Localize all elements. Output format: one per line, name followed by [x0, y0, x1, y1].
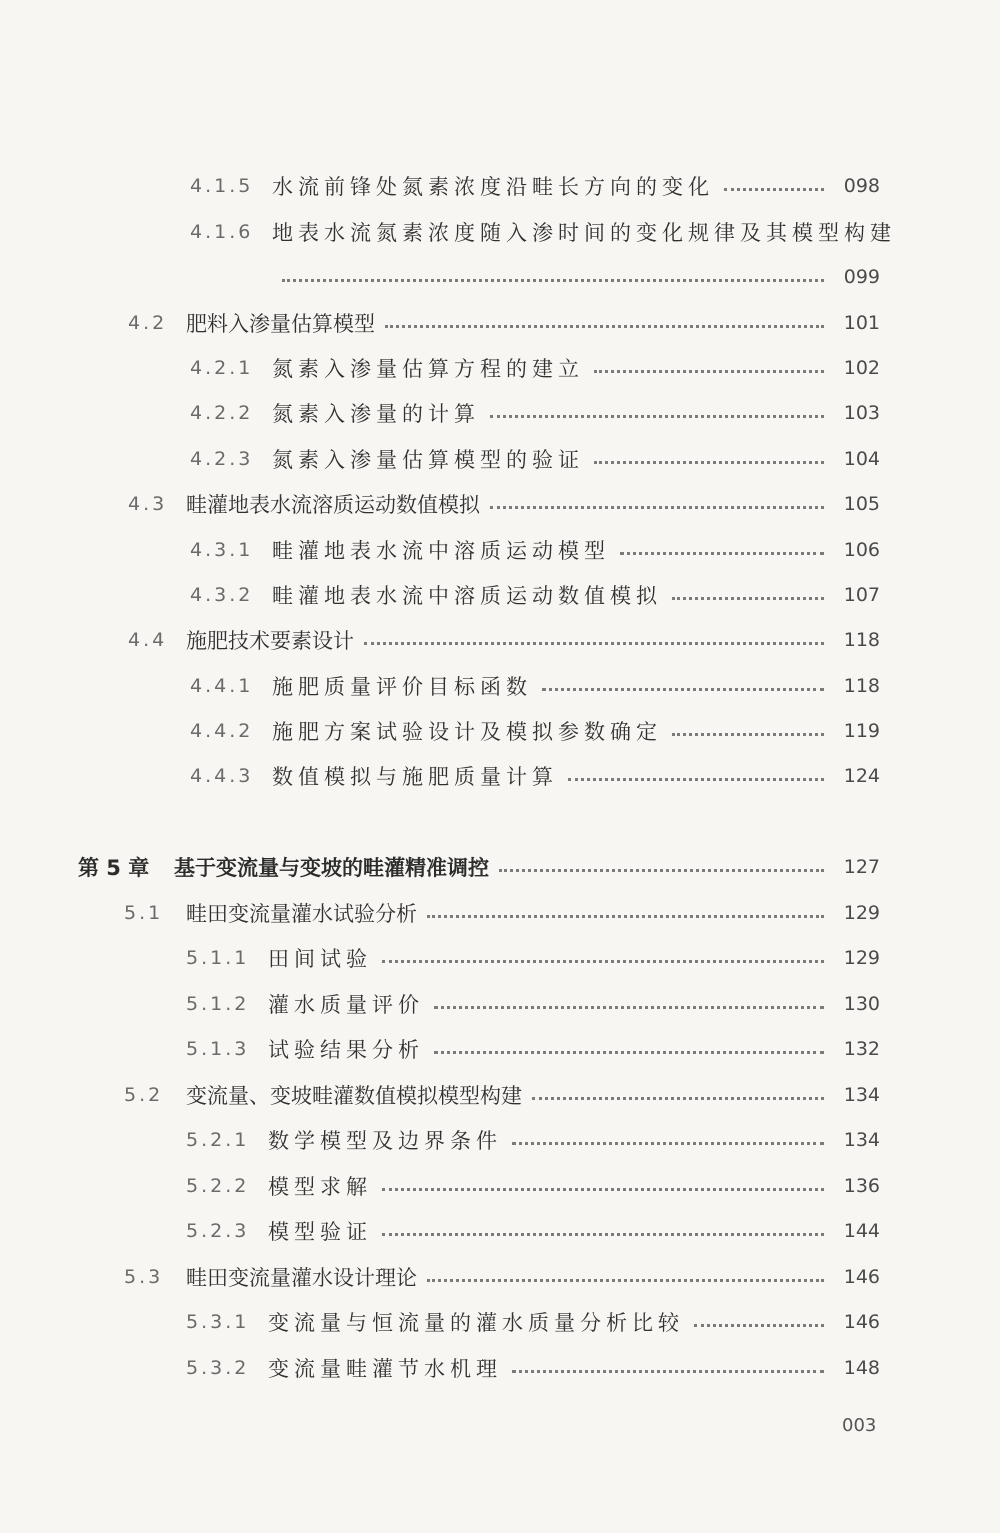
entry-number: 4.4.1	[190, 675, 254, 697]
entry-page: 102	[843, 357, 880, 379]
entry-title: 畦田变流量灌水试验分析	[186, 902, 417, 926]
entry-number: 4.2	[128, 312, 168, 334]
toc-entry[interactable]	[124, 1075, 880, 1115]
toc-entry[interactable]	[190, 393, 880, 433]
entry-page: 134	[843, 1084, 880, 1106]
entry-title: 灌水质量评价	[268, 993, 424, 1017]
entry-number: 4.3	[128, 493, 168, 515]
entry-page: 101	[843, 312, 880, 334]
toc-entry[interactable]	[124, 1257, 880, 1297]
dot-leader	[620, 552, 824, 555]
page-number: 003	[842, 1415, 877, 1436]
dot-leader	[694, 1324, 824, 1327]
entry-number: 5.2.1	[186, 1129, 250, 1151]
entry-page: 132	[843, 1038, 880, 1060]
toc-entry[interactable]	[190, 756, 880, 796]
toc-entry[interactable]	[190, 711, 880, 751]
toc-entry[interactable]	[190, 212, 896, 252]
toc-entry[interactable]	[186, 984, 880, 1024]
entry-number: 4.2.3	[190, 448, 254, 470]
entry-title: 地表水流氮素浓度随入渗时间的变化规律及其模型构建	[272, 221, 896, 245]
entry-number: 4.1.6	[190, 221, 254, 243]
entry-page: 130	[843, 993, 880, 1015]
entry-page: 129	[843, 902, 880, 924]
entry-page: 129	[843, 947, 880, 969]
entry-page: 148	[843, 1357, 880, 1379]
toc-entry[interactable]	[186, 1348, 880, 1388]
entry-page: 104	[843, 448, 880, 470]
dot-leader	[427, 1279, 824, 1282]
entry-title: 施肥方案试验设计及模拟参数确定	[272, 720, 662, 744]
entry-number: 4.4.2	[190, 720, 254, 742]
entry-title: 畦灌地表水流中溶质运动数值模拟	[272, 584, 662, 608]
toc-entry[interactable]	[128, 303, 880, 343]
entry-number: 5.2	[124, 1084, 164, 1106]
dot-leader	[382, 1233, 824, 1236]
entry-title: 变流量与恒流量的灌水质量分析比较	[268, 1311, 684, 1335]
entry-number: 4.4.3	[190, 765, 254, 787]
entry-title: 施肥技术要素设计	[186, 629, 354, 653]
dot-leader	[427, 915, 824, 918]
dot-leader	[724, 188, 824, 191]
dot-leader	[512, 1370, 824, 1373]
toc-entry[interactable]	[190, 666, 880, 706]
dot-leader	[364, 642, 824, 645]
dot-leader	[594, 370, 824, 373]
toc-entry-continuation	[272, 257, 880, 297]
entry-number: 5.2.3	[186, 1220, 250, 1242]
dot-leader	[434, 1051, 824, 1054]
entry-number: 4.1.5	[190, 175, 254, 197]
entry-number: 4.4	[128, 629, 168, 651]
entry-number: 5.1.3	[186, 1038, 250, 1060]
entry-number: 4.2.1	[190, 357, 254, 379]
toc-entry[interactable]	[186, 1120, 880, 1160]
dot-leader	[542, 688, 824, 691]
entry-number: 5.3.2	[186, 1357, 250, 1379]
dot-leader	[512, 1142, 824, 1145]
entry-title: 变流量、变坡畦灌数值模拟模型构建	[186, 1084, 522, 1108]
dot-leader	[385, 325, 824, 328]
toc-entry[interactable]	[186, 1029, 880, 1069]
entry-title: 施肥质量评价目标函数	[272, 675, 532, 699]
entry-page: 103	[843, 402, 880, 424]
toc-entry[interactable]	[186, 938, 880, 978]
chapter-number: 第 5 章	[78, 856, 150, 880]
toc-entry[interactable]	[124, 893, 880, 933]
entry-title: 水流前锋处氮素浓度沿畦长方向的变化	[272, 175, 714, 199]
entry-page: 134	[843, 1129, 880, 1151]
dot-leader	[490, 506, 824, 509]
toc-entry[interactable]	[186, 1166, 880, 1206]
dot-leader	[672, 733, 824, 736]
entry-number: 5.1.1	[186, 947, 250, 969]
entry-title: 数值模拟与施肥质量计算	[272, 765, 558, 789]
entry-page: 098	[843, 175, 880, 197]
entry-title: 试验结果分析	[268, 1038, 424, 1062]
toc-entry[interactable]	[128, 620, 880, 660]
entry-title: 模型求解	[268, 1175, 372, 1199]
toc-entry[interactable]	[190, 348, 880, 388]
dot-leader	[532, 1097, 824, 1100]
entry-title: 氮素入渗量的计算	[272, 402, 480, 426]
dot-leader	[382, 1188, 824, 1191]
entry-page: 099	[843, 266, 880, 288]
dot-leader	[382, 960, 824, 963]
entry-number: 4.2.2	[190, 402, 254, 424]
chapter-title: 基于变流量与变坡的畦灌精准调控	[174, 856, 489, 880]
entry-page: 106	[843, 539, 880, 561]
dot-leader	[499, 869, 824, 872]
toc-entry[interactable]	[128, 484, 880, 524]
entry-number: 4.3.1	[190, 539, 254, 561]
toc-entry[interactable]	[186, 1211, 880, 1251]
entry-title: 田间试验	[268, 947, 372, 971]
entry-title: 畦田变流量灌水设计理论	[186, 1266, 417, 1290]
entry-page: 107	[843, 584, 880, 606]
toc-entry[interactable]	[190, 530, 880, 570]
entry-page: 118	[843, 675, 880, 697]
entry-page: 118	[843, 629, 880, 651]
dot-leader	[594, 461, 824, 464]
toc-chapter-entry[interactable]	[78, 847, 880, 887]
toc-entry[interactable]	[190, 575, 880, 615]
entry-page: 136	[843, 1175, 880, 1197]
toc-entry[interactable]	[190, 166, 880, 206]
entry-title: 氮素入渗量估算模型的验证	[272, 448, 584, 472]
entry-title: 模型验证	[268, 1220, 372, 1244]
dot-leader	[434, 1006, 824, 1009]
entry-number: 5.2.2	[186, 1175, 250, 1197]
dot-leader	[672, 597, 824, 600]
entry-number: 4.3.2	[190, 584, 254, 606]
entry-title: 畦灌地表水流溶质运动数值模拟	[186, 493, 480, 517]
entry-title: 氮素入渗量估算方程的建立	[272, 357, 584, 381]
dot-leader	[490, 415, 824, 418]
entry-page: 146	[843, 1266, 880, 1288]
entry-number: 5.1.2	[186, 993, 250, 1015]
dot-leader	[282, 279, 824, 282]
entry-title: 肥料入渗量估算模型	[186, 312, 375, 336]
entry-page: 144	[843, 1220, 880, 1242]
dot-leader	[568, 778, 824, 781]
entry-page: 119	[843, 720, 880, 742]
toc-entry[interactable]	[186, 1302, 880, 1342]
toc-entry[interactable]	[190, 439, 880, 479]
entry-title: 变流量畦灌节水机理	[268, 1357, 502, 1381]
entry-number: 5.1	[124, 902, 164, 924]
entry-title: 畦灌地表水流中溶质运动模型	[272, 539, 610, 563]
entry-page: 146	[843, 1311, 880, 1333]
entry-page: 105	[843, 493, 880, 515]
entry-number: 5.3	[124, 1266, 164, 1288]
entry-page: 124	[843, 765, 880, 787]
entry-title: 数学模型及边界条件	[268, 1129, 502, 1153]
entry-number: 5.3.1	[186, 1311, 250, 1333]
entry-page: 127	[843, 856, 880, 878]
